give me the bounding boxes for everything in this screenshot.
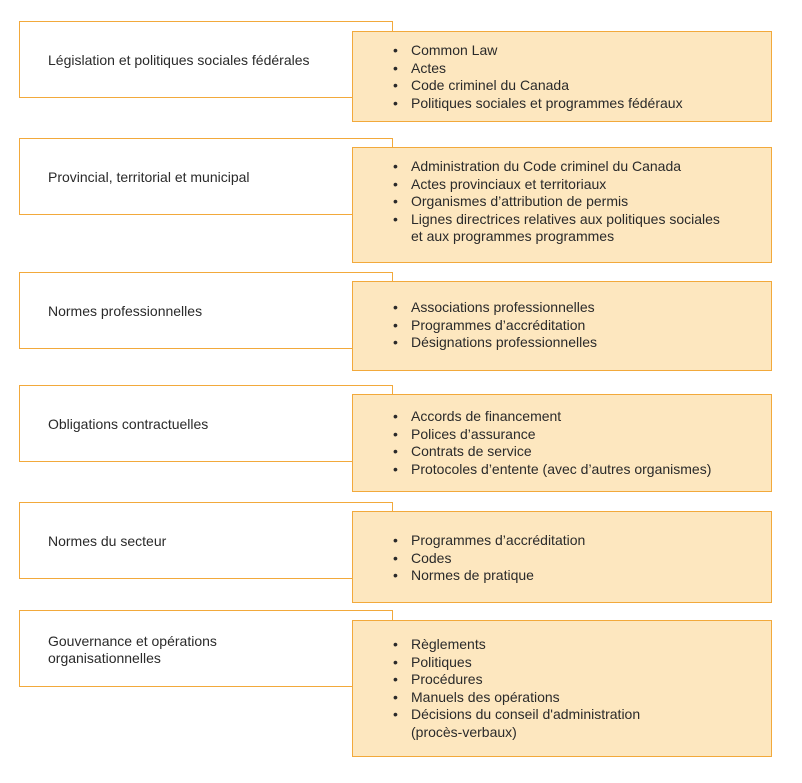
- list-item: • Associations professionnelles: [393, 299, 595, 315]
- list-item: • Codes: [393, 549, 452, 566]
- details-list: [393, 408, 753, 478]
- list-item: • Accords de financement: [393, 408, 562, 424]
- details-list: [393, 299, 753, 352]
- list-item: • Règlements: [393, 636, 486, 652]
- category-label: Normes professionnelles: [48, 303, 203, 319]
- details-box: [352, 147, 772, 263]
- category-label: Législation et politiques sociales fédérales: [48, 52, 310, 68]
- bullet-icon: •: [393, 59, 398, 76]
- bullet-icon: •: [393, 706, 398, 722]
- category-box: [19, 272, 393, 349]
- bullet-icon: •: [393, 175, 398, 192]
- details-list: [393, 158, 753, 246]
- list-item: • Organismes d’attribution de permis: [393, 193, 629, 209]
- list-item: • Polices d’assurance: [393, 425, 536, 442]
- bullet-icon: •: [393, 77, 398, 93]
- bullet-icon: •: [393, 653, 398, 670]
- bullet-icon: •: [393, 316, 398, 333]
- category-box: [19, 502, 393, 579]
- details-box: [352, 394, 772, 492]
- list-item: • Politiques sociales et programmes fédéraux: [393, 94, 683, 111]
- bullet-icon: •: [393, 299, 398, 315]
- bullet-icon: •: [393, 443, 398, 459]
- list-item: • Administration du Code criminel du Canada: [393, 158, 682, 174]
- details-list: [393, 42, 753, 112]
- category-box: [19, 21, 393, 98]
- bullet-icon: •: [393, 210, 398, 227]
- bullet-icon: •: [393, 688, 398, 705]
- list-item: • Procédures: [393, 671, 483, 687]
- list-item: • Actes provinciaux et territoriaux: [393, 175, 607, 192]
- bullet-icon: •: [393, 94, 398, 111]
- category-label: Obligations contractuelles: [48, 416, 209, 432]
- list-item: • Lignes directrices relatives aux politiques sociales et aux programmes programmes: [393, 210, 720, 244]
- bullet-icon: •: [393, 549, 398, 566]
- bullet-icon: •: [393, 567, 398, 583]
- list-item: • Désignations professionnelles: [393, 334, 597, 350]
- category-box: [19, 610, 393, 687]
- bullet-icon: •: [393, 193, 398, 209]
- bullet-icon: •: [393, 158, 398, 174]
- details-box: [352, 281, 772, 371]
- list-item: • Décisions du conseil d'administration (procès-verbaux): [393, 706, 641, 740]
- details-box: [352, 620, 772, 757]
- details-list: [393, 532, 753, 585]
- bullet-icon: •: [393, 334, 398, 350]
- category-label: Normes du secteur: [48, 533, 167, 549]
- list-item: • Normes de pratique: [393, 567, 534, 583]
- bullet-icon: •: [393, 671, 398, 687]
- list-item: • Programmes d’accréditation: [393, 532, 586, 548]
- list-item: • Programmes d’accréditation: [393, 316, 586, 333]
- details-list: [393, 636, 753, 741]
- bullet-icon: •: [393, 42, 398, 58]
- list-item: • Code criminel du Canada: [393, 77, 569, 93]
- bullet-icon: •: [393, 636, 398, 652]
- list-item: • Common Law: [393, 42, 498, 58]
- bullet-icon: •: [393, 425, 398, 442]
- list-item: • Contrats de service: [393, 443, 532, 459]
- details-box: [352, 31, 772, 122]
- list-item: • Protocoles d’entente (avec d’autres organismes): [393, 460, 712, 477]
- list-item: • Politiques: [393, 653, 472, 670]
- category-box: [19, 385, 393, 462]
- list-item: • Manuels des opérations: [393, 688, 560, 705]
- bullet-icon: •: [393, 408, 398, 424]
- category-box: [19, 138, 393, 215]
- bullet-icon: •: [393, 460, 398, 477]
- category-label: Provincial, territorial et municipal: [48, 169, 250, 185]
- list-item: • Actes: [393, 59, 447, 76]
- details-box: [352, 511, 772, 603]
- bullet-icon: •: [393, 532, 398, 548]
- category-label: Gouvernance et opérations organisationnelles: [48, 633, 217, 666]
